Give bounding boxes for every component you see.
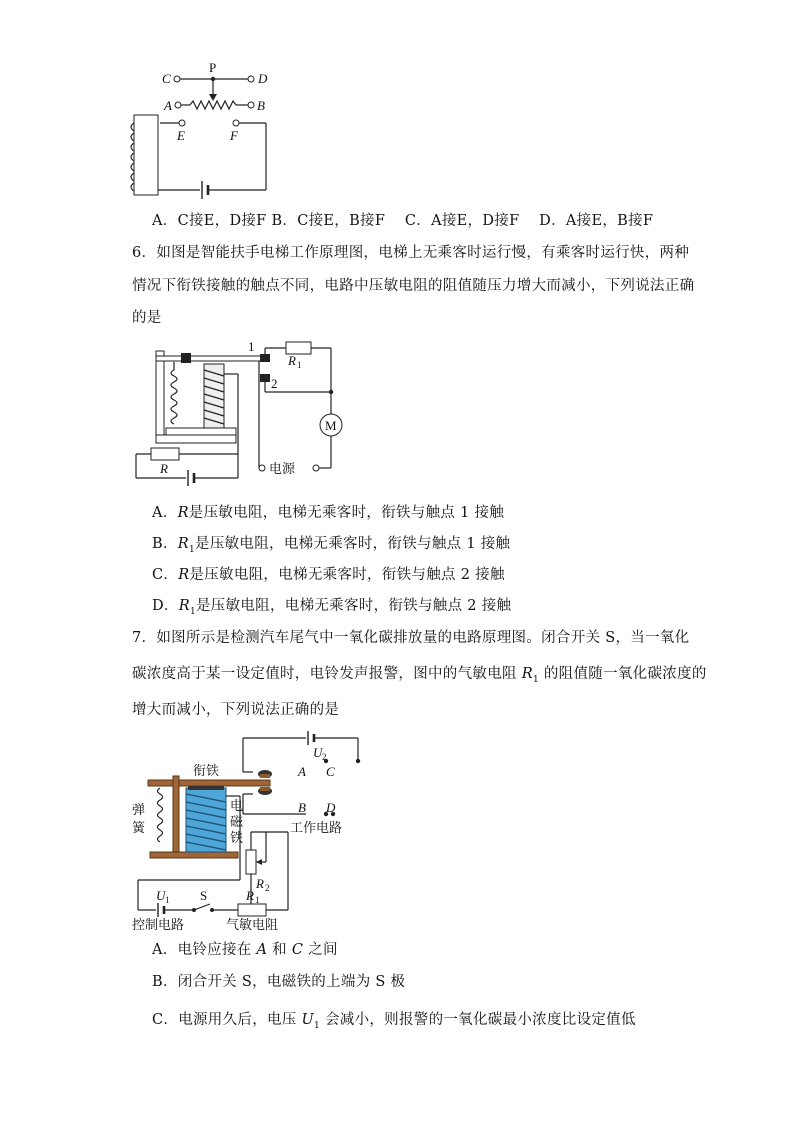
q5-options: A．C接E，D接F B．C接E，B接F C．A接E，D接F D．A接E，B接F <box>152 213 654 229</box>
q5-label-p: P <box>209 60 217 75</box>
q7-option-a: A．电铃应接在 A 和 C 之间 <box>152 942 338 958</box>
q7-u2-sub: 2 <box>322 752 327 762</box>
q5-label-f: F <box>230 128 238 143</box>
q7-u2-label: U <box>313 745 323 760</box>
q7-control-circuit-label: 控制电路 <box>132 917 185 932</box>
q5-circuit-figure <box>120 55 300 200</box>
q7-armature-label: 衔铁 <box>193 763 220 778</box>
q7-r1-sub: 1 <box>255 895 260 905</box>
q5-label-b: B <box>257 98 265 113</box>
q6-option-b: B．$R_1$是压敏电阻，电梯无乘客时，衔铁与触点 1 接触 <box>152 536 511 555</box>
q7-spring-label-1: 弹 <box>132 802 146 817</box>
q5-label-d: D <box>258 71 268 86</box>
q7-r1-label: R <box>246 888 254 903</box>
q7-contact-d-label: D <box>326 800 336 815</box>
q6-option-a: A．R是压敏电阻，电梯无乘客时，衔铁与触点 1 接触 <box>152 505 505 521</box>
q7-work-circuit-label: 工作电路 <box>290 820 343 835</box>
q7-r2-label: R <box>256 876 264 891</box>
q6-stem-line-3: 的是 <box>132 310 162 326</box>
q7-option-b: B．闭合开关 S，电磁铁的上端为 S 极 <box>152 974 406 990</box>
q6-r-label: R <box>160 461 168 476</box>
q7-contact-c-label: C <box>326 764 335 779</box>
q6-r1-label: R <box>288 353 296 368</box>
q6-contact-1-label: 1 <box>248 339 255 354</box>
q7-gas-resistor-label: 气敏电阻 <box>226 917 279 932</box>
q7-contact-b-label: B <box>298 800 306 815</box>
q7-switch-label: S <box>200 888 208 903</box>
q7-stem-line-1: 7．如图所示是检测汽车尾气中一氧化碳排放量的电路原理图。闭合开关 S，当一氧化 <box>132 630 690 646</box>
q7-stem-line-2: 碳浓度高于某一设定值时，电铃发声报警，图中的气敏电阻 $R_1$ 的阻值随一氧化碳浓度的 <box>132 666 707 685</box>
q6-option-c: C．R是压敏电阻，电梯无乘客时，衔铁与触点 2 接触 <box>152 567 505 583</box>
q7-em-label-2: 磁 <box>230 814 244 829</box>
q7-stem-line-3: 增大而减小，下列说法正确的是 <box>132 702 340 718</box>
q5-label-c: C <box>162 71 171 86</box>
q7-u1-label: U <box>156 888 166 903</box>
q6-stem-line-2: 情况下衔铁接触的触点不同，电路中压敏电阻的阻值随压力增大而减小，下列说法正确 <box>132 278 695 294</box>
q5-label-e: E <box>177 128 185 143</box>
q6-r1-sub: 1 <box>297 360 302 370</box>
q6-stem-line-1: 6．如图是智能扶手电梯工作原理图，电梯上无乘客时运行慢，有乘客时运行快，两种 <box>132 245 690 261</box>
q7-em-label-3: 铁 <box>230 830 244 845</box>
q7-option-c: C．电源用久后，电压 $U_1$ 会减小，则报警的一氧化碳最小浓度比设定值低 <box>152 1012 636 1031</box>
q6-contact-2-label: 2 <box>271 376 278 391</box>
q5-label-a: A <box>164 98 172 113</box>
q7-spring-label-2: 簧 <box>132 820 146 835</box>
q7-r2-sub: 2 <box>265 883 270 893</box>
q6-power-label: 电源 <box>269 461 296 476</box>
q6-motor-label: M <box>325 418 337 433</box>
q7-em-label-1: 电 <box>230 798 244 813</box>
q7-contact-a-label: A <box>298 764 306 779</box>
q7-u1-sub: 1 <box>165 895 170 905</box>
q6-elevator-circuit-figure <box>126 336 346 486</box>
q7-co-alarm-circuit-figure <box>128 728 368 933</box>
q6-option-d: D．$R_1$是压敏电阻，电梯无乘客时，衔铁与触点 2 接触 <box>152 598 512 617</box>
